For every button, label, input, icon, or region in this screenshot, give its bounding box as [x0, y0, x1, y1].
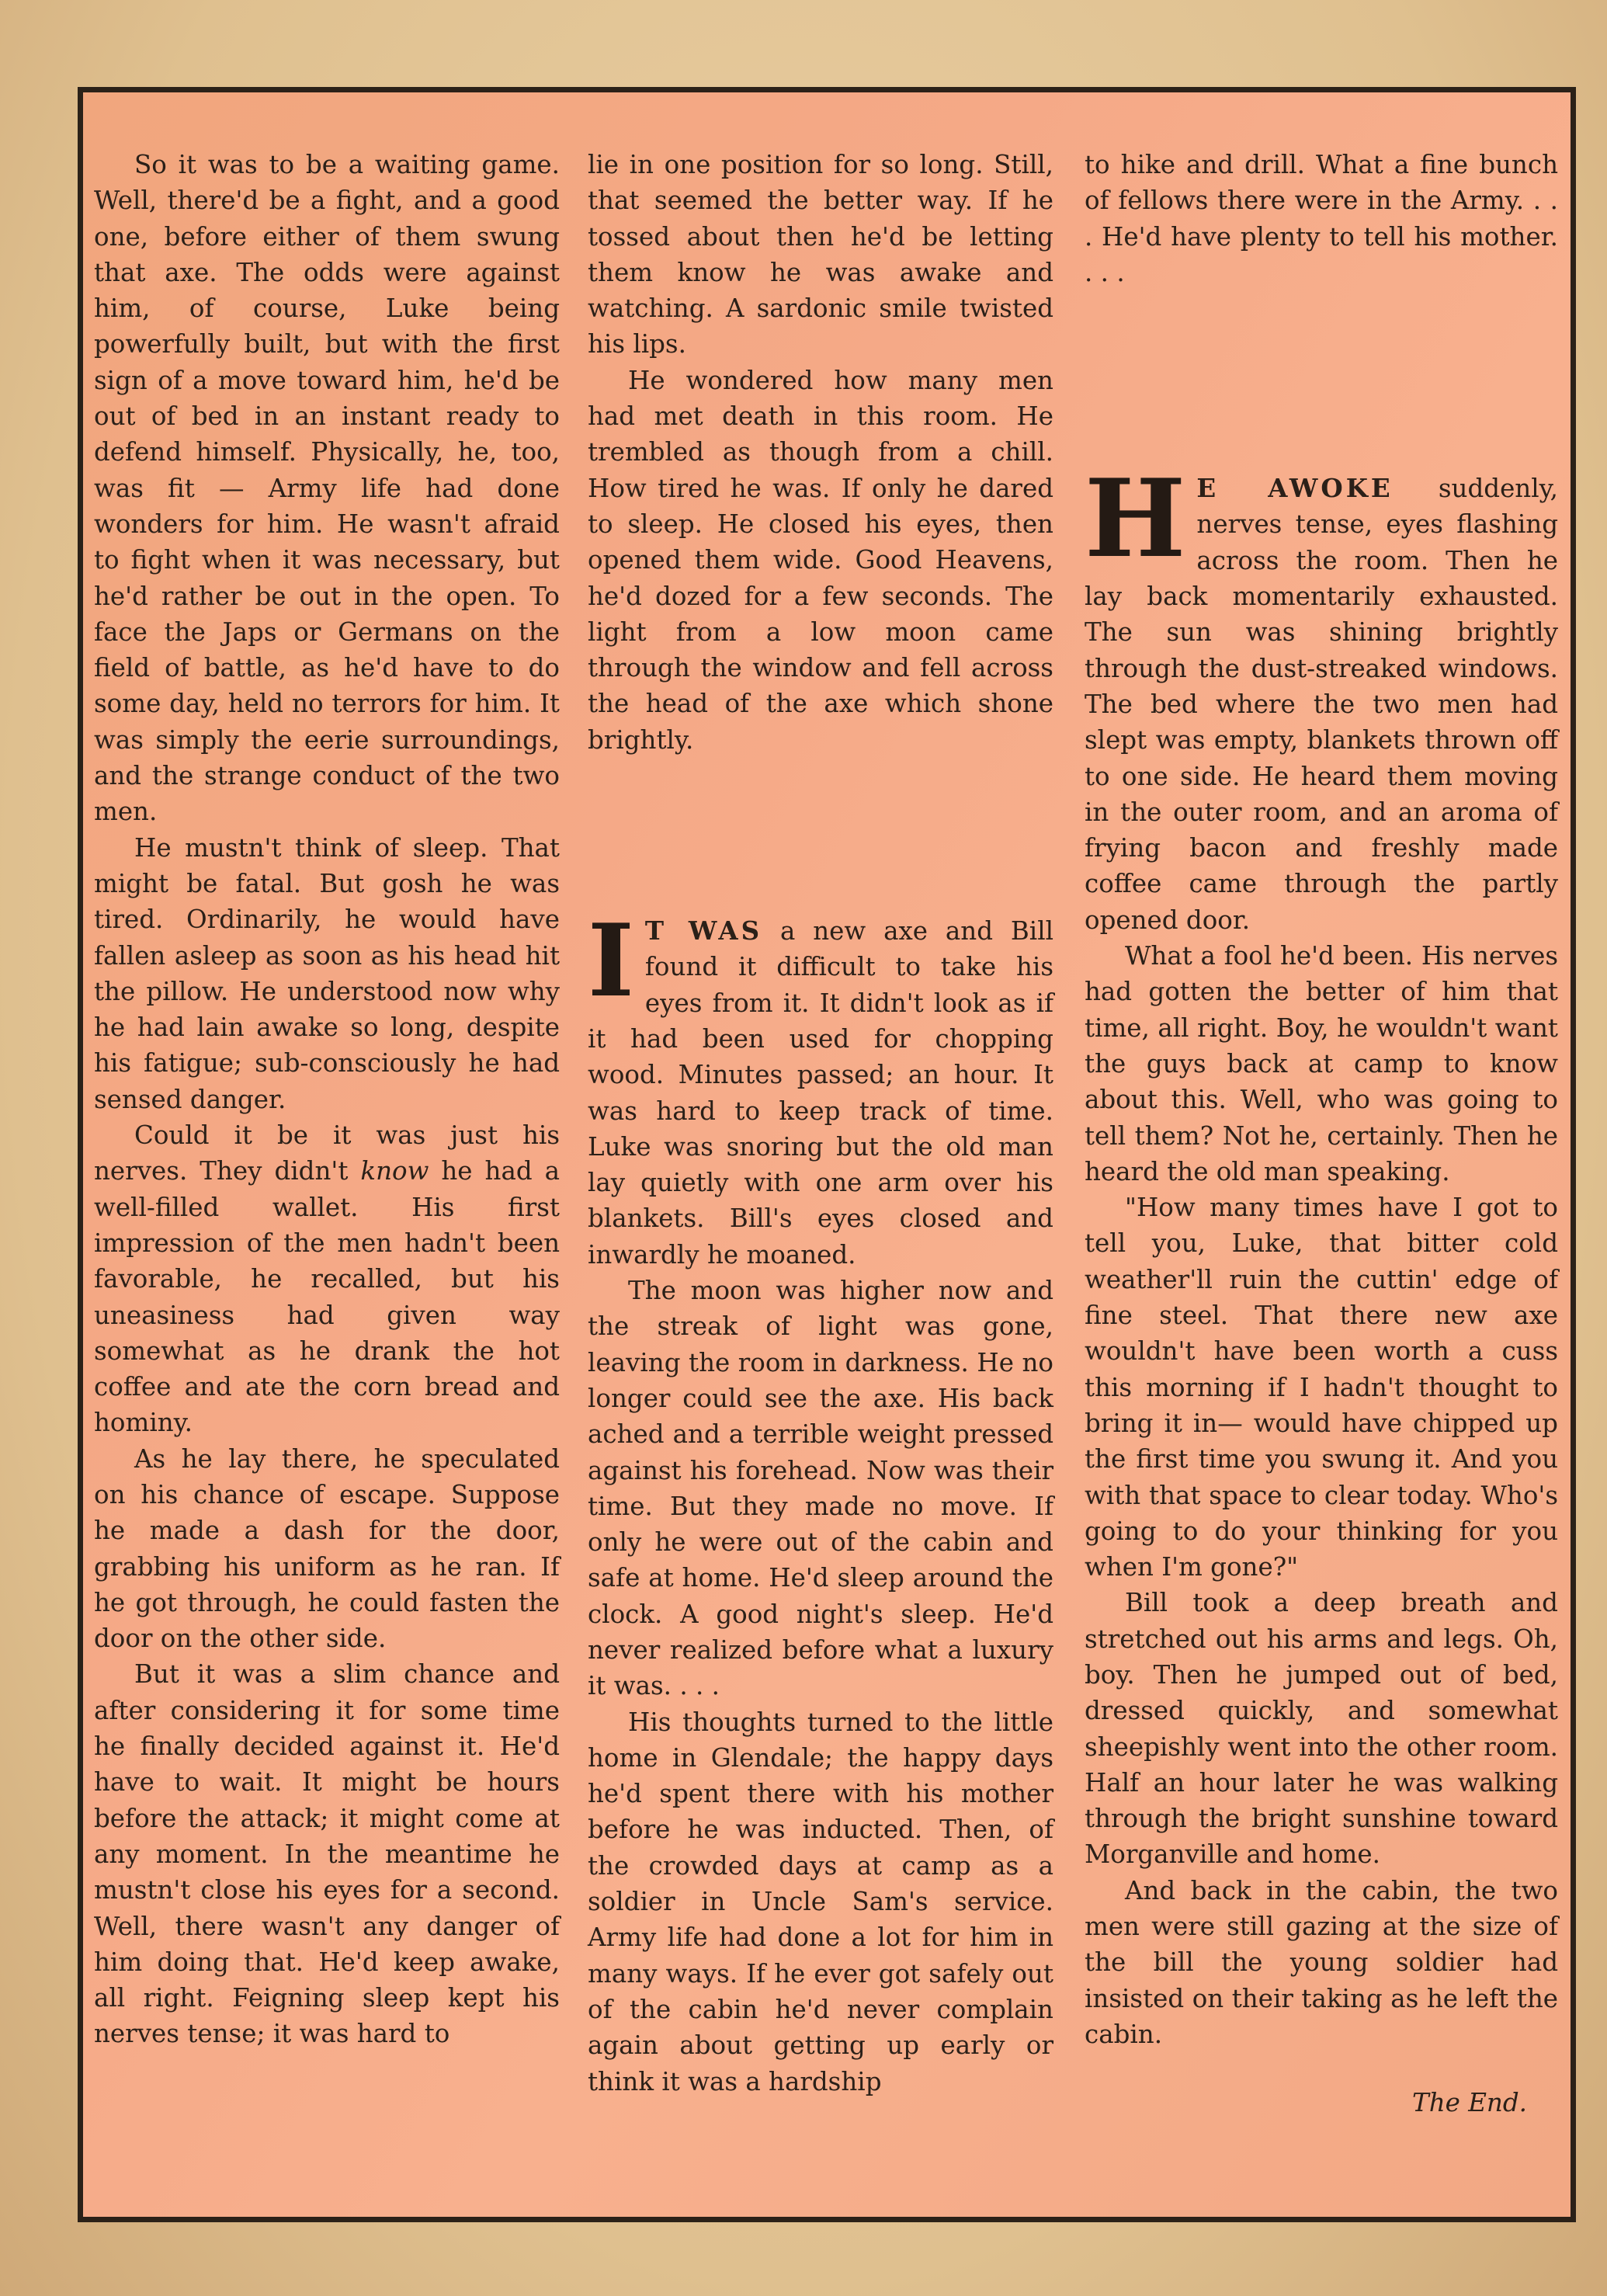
- paragraph: to hike and drill. What a fine bunch of fellows there were in the Army. . . . He'd have plenty to tell his mother. . . .: [1085, 150, 1558, 287]
- paragraph-dropcap: [588, 903, 1053, 1273]
- drop-cap: H: [1085, 455, 1186, 582]
- paragraph: lie in one position for so long. Still, that seemed the better way. If he tossed about then he'd be letting them know he was awake and watching. A sardonic smile twisted his lips.: [588, 150, 1053, 360]
- section-break: [588, 758, 1053, 913]
- column-2: [588, 147, 1053, 2100]
- emphasis-text: know: [360, 1156, 429, 1186]
- text-run: he had a well-filled wallet. His first impression of the men hadn't been favorable, he recalled, but his uneasiness had given way somewhat as he drank the hot coffee and ate the corn bread and hominy.: [94, 1156, 560, 1438]
- column-3: [1085, 147, 1558, 2121]
- paragraph: He mustn't think of sleep. That might be fatal. But gosh he was tired. Ordinarily, he would have fallen asleep as soon as his head hit the pillow. He understood now why he had lain awake so long, despite his fatigue; sub-consciously he had sensed danger.: [94, 832, 560, 1114]
- paragraph: [94, 1117, 560, 1441]
- paragraph: What a fool he'd been. His nerves had gotten the better of him that time, all right. Boy, he wouldn't want the guys back at camp to know about this. Well, who was going to tell them? Not he, certainly. Then he heard the old man speaking.: [1085, 941, 1558, 1186]
- paragraph: Bill took a deep breath and stretched out his arms and legs. Oh, boy. Then he jumped out of bed, dressed quickly, and somewhat sheepishly went into the other room. Half an hour later he was walking through the bright sunshine toward Morganville and home.: [1085, 1588, 1558, 1870]
- section-break: [1085, 290, 1558, 471]
- paragraph: But it was a slim chance and after considering it for some time he finally decided against it. He'd have to wait. It might be hours before the attack; it might come at any moment. In the meantime he mustn't close his eyes for a second. Well, there wasn't any danger of him doing that. He'd keep awake, all right. Feigning sleep kept his nerves tense; it was hard to: [94, 1659, 560, 2049]
- paragraph: His thoughts turned to the little home in Glendale; the happy days he'd spent there with his mother before he was inducted. Then, of the crowded days at camp as a soldier in Uncle Sam's service. Army life had done a lot for him in many ways. If he ever got safely out of the cabin he'd never complain again about getting up early or think it was a hardship: [588, 1707, 1053, 2096]
- paragraph: The moon was higher now and the streak of light was gone, leaving the room in darkness. He no longer could see the axe. His back ached and a terrible weight pressed against his forehead. Now was their time. But they made no move. If only he were out of the cabin and safe at home. He'd sleep around the clock. A good night's sleep. He'd never realized before what a luxury it was. . . .: [588, 1276, 1053, 1701]
- paragraph: So it was to be a waiting game. Well, there'd be a fight, and a good one, before either of them swung that axe. The odds were against him, of course, Luke being powerfully built, but with the first sign of a move toward him, he'd be out of bed in an instant ready to defend himself. Physically, he, too, was fit — Army life had done wonders for him. He wasn't afraid to fight when it was necessary, but he'd rather be out in the open. To face the Japs or Germans on the field of battle, as he'd have to do some day, held no terrors for him. It was simply the eerie surroundings, and the strange conduct of the two men.: [94, 150, 560, 827]
- text-run: suddenly, nerves tense, eyes flashing across the room. Then he lay back momentarily exhausted. The sun was shining brightly through the dust-streaked windows. The bed where the two men had slept was empty, blankets thrown off to one side. He heard them moving in the outer room, and an aroma of frying bacon and freshly made coffee came through the partly opened door.: [1085, 474, 1559, 935]
- column-1: [94, 147, 560, 2052]
- drop-cap: I: [588, 903, 634, 1020]
- paragraph-dropcap: [1085, 455, 1559, 938]
- the-end-label: The End.: [1412, 2088, 1527, 2118]
- story-frame: [78, 87, 1576, 2222]
- paragraph: "How many times have I got to tell you, Luke, that bitter cold weather'll ruin the cuttin' edge of fine steel. That there new axe wouldn't have been worth a cuss this morning if I hadn't thought to bring it in— would have chipped up the first time you swung it. And you with that space to clear today. Who's going to do your thinking for you when I'm gone?": [1085, 1193, 1558, 1582]
- paragraph: He wondered how many men had met death in this room. He trembled as though from a chill. How tired he was. If only he dared to sleep. He closed his eyes, then opened them wide. Good Heavens, he'd dozed for a few seconds. The light from a low moon came through the window and fell across the head of the axe which shone brightly.: [588, 365, 1053, 755]
- paragraph: And back in the cabin, the two men were still gazing at the size of the bill the young soldier had insisted on their taking as he left the cabin.: [1085, 1875, 1558, 2049]
- lead-in: E AWOKE: [1196, 473, 1394, 504]
- text-run: a new axe and Bill found it difficult to take his eyes from it. It didn't look as if it had been used for chopping wood. Minutes passed; an hour. It was hard to keep track of time. Luke was snoring but the old man lay quietly with one arm over his blankets. Bill's eyes closed and inwardly he moaned.: [588, 916, 1053, 1270]
- paragraph: As he lay there, he speculated on his chance of escape. Suppose he made a dash for the door, grabbing his uniform as he ran. If he got through, he could fasten the door on the other side.: [94, 1443, 560, 1654]
- lead-in: T WAS: [644, 915, 763, 947]
- text-run: Could it be it was just his nerves. They didn't: [94, 1120, 560, 1186]
